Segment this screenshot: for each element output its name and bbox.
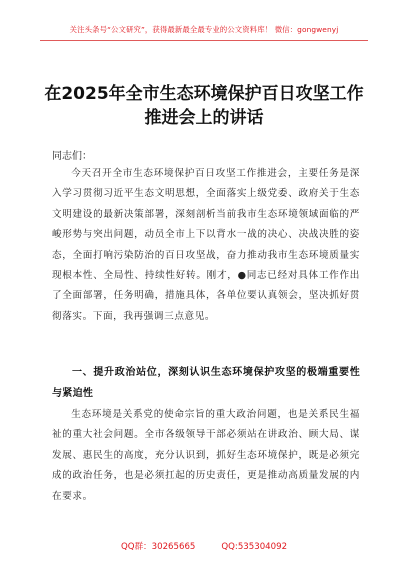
paragraph-section-1: 生态环境是关系党的使命宗旨的重大政治问题，也是关系民生福祉的重大社会问题。全市各级领导干部必须站在讲政治、顾大局、谋发展、惠民生的高度，充分认识到，抓好生态环境保护，既是必须完成的政治任务，也是必须扛起的历史责任，更是推动高质量发展的内在要求。: [52, 409, 360, 502]
footer-contact: [0, 540, 408, 552]
section-heading-1: 一、提升政治站位，深刻认识生态环境保护攻坚的极端重要性与紧迫性: [52, 367, 360, 399]
header-notice: 关注头条号“公文研究”，获得最新最全最专业的公文资料库！ 微信：gongwenyj: [69, 25, 339, 34]
footer-qq: QQ:535304092: [221, 542, 288, 552]
document-title: 在2025年全市生态环境保护百日攻坚工作推进会上的讲话: [44, 84, 364, 128]
footer-qq-group: QQ群：30265665: [120, 542, 196, 552]
paragraph-intro: 今天召开全市生态环境保护百日攻坚工作推进会，主要任务是深入学习贯彻习近平生态文明思想，全面落实上级党委、政府关于生态文明建设的最新决策部署，深刻剖析当前我市生态环境领域面临的严峻形势与突出问题，动员全市上下以背水一战的决心、决战决胜的姿态，全面打响污染防治的百日攻坚战，奋力推动我市生态环境质量实现根本性、全局性、持续性好转。刚才，●同志已经对具体工作作出了全面部署，任务明确，措施具体，各单位要认真领会，坚决抓好贯彻落实。下面，我再强调三点意见。: [52, 168, 360, 322]
salutation: 同志们：: [52, 151, 92, 162]
header-divider: [40, 40, 368, 41]
